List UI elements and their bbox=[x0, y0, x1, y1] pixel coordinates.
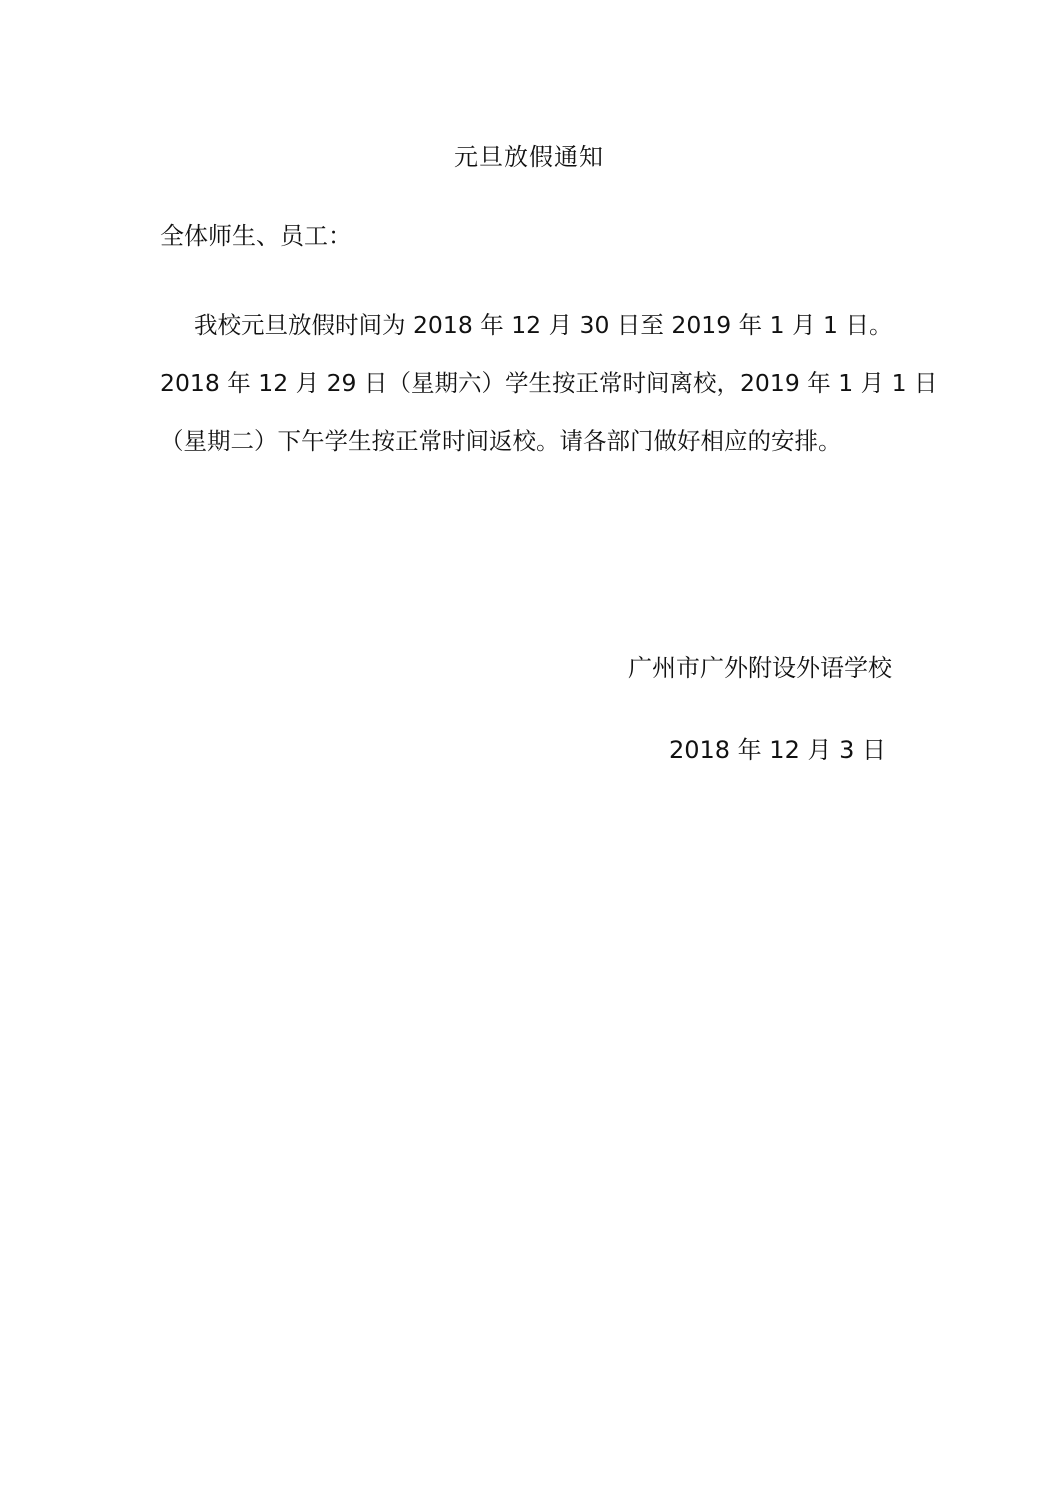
body-line-2: 2018 年 12 月 29 日（星期六）学生按正常时间离校，2019 年 1 月 1 日 bbox=[160, 369, 938, 397]
notice-date: 2018 年 12 月 3 日 bbox=[668, 736, 886, 764]
school-signature: 广州市广外附设外语学校 bbox=[628, 654, 892, 682]
body-line-1: 我校元旦放假时间为 2018 年 12 月 30 日至 2019 年 1 月 1 日。 bbox=[194, 311, 893, 339]
body-line-3: （星期二）下午学生按正常时间返校。请各部门做好相应的安排。 bbox=[160, 427, 842, 455]
notice-body bbox=[160, 296, 938, 470]
notice-title: 元旦放假通知 bbox=[454, 143, 604, 171]
salutation: 全体师生、员工： bbox=[160, 222, 352, 250]
